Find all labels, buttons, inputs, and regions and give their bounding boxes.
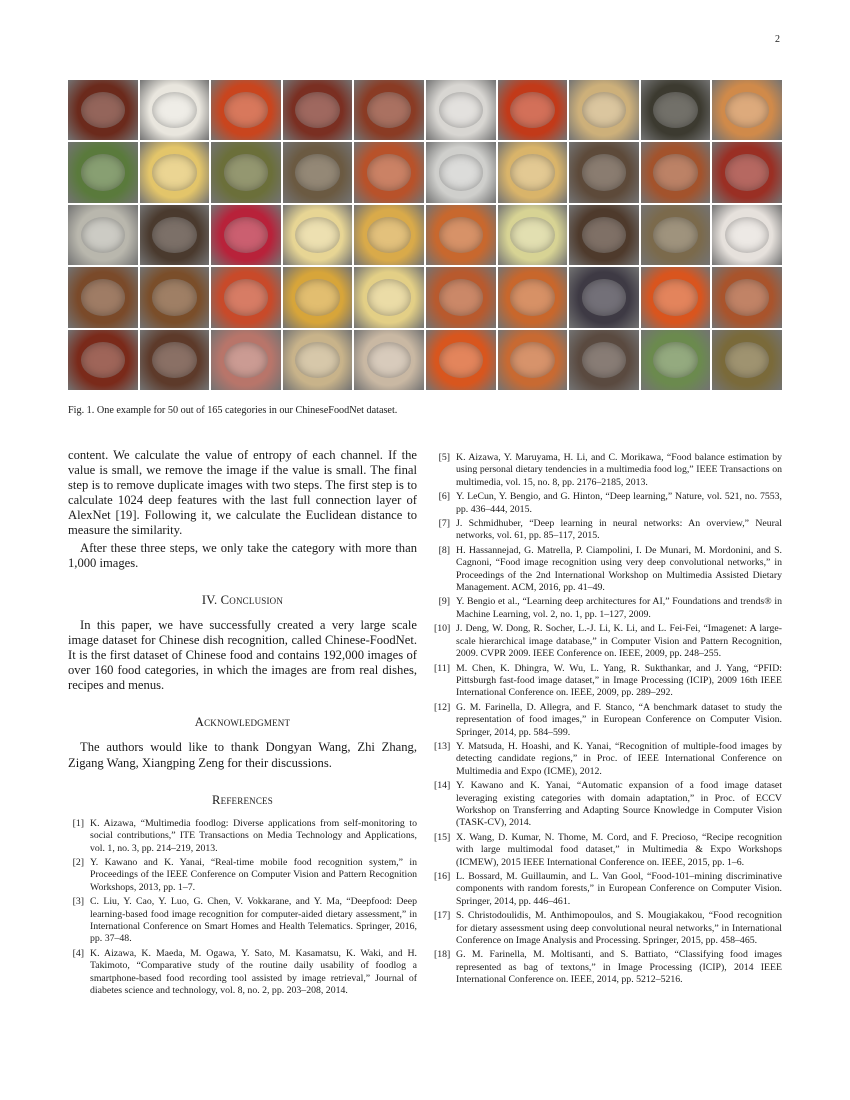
food-photo-tile: [498, 267, 568, 327]
reference-list-left: [68, 818, 417, 998]
food-photo-tile: [354, 80, 424, 140]
food-photo-tile: [426, 330, 496, 390]
reference-item: [434, 910, 782, 947]
reference-item: [434, 741, 782, 778]
food-photo-tile: [211, 80, 281, 140]
food-photo-tile: [140, 80, 210, 140]
food-photo-tile: [283, 330, 353, 390]
food-photo-tile: [426, 142, 496, 202]
food-photo-tile: [68, 267, 138, 327]
food-photo-tile: [641, 205, 711, 265]
food-photo-tile: [569, 205, 639, 265]
food-photo-tile: [641, 142, 711, 202]
food-photo-tile: [140, 330, 210, 390]
food-photo-tile: [641, 330, 711, 390]
reference-item: [68, 818, 417, 855]
food-photo-tile: [211, 205, 281, 265]
reference-item: [434, 871, 782, 908]
reference-item: [68, 896, 417, 946]
reference-text: H. Hassannejad, G. Matrella, P. Ciampolini, I. De Munari, M. Mordonini, and S. Cagnoni, “Food image recognition using very deep convolutional networks,” in Proceedings of the 2nd International Workshop on Multimedia Assisted Dietary Management. ACM, 2016, pp. 41–49.: [456, 544, 782, 594]
food-photo-tile: [641, 80, 711, 140]
reference-number: [16]: [434, 871, 451, 882]
acknowledgment-paragraph: The authors would like to thank Dongyan Wang, Zhi Zhang, Zigang Wang, Xiangping Zeng for their discussions.: [68, 740, 417, 770]
reference-item: [434, 780, 782, 830]
food-photo-tile: [498, 330, 568, 390]
food-photo-tile: [498, 205, 568, 265]
food-photo-tile: [211, 142, 281, 202]
reference-text: K. Aizawa, Y. Maruyama, H. Li, and C. Morikawa, “Food balance estimation by using personal dietary tendencies in a multimedia food log,” IEEE Transactions on multimedia, vol. 15, no. 8, pp. 2176–2185, 2013.: [456, 452, 782, 488]
reference-item: [434, 518, 782, 543]
reference-text: C. Liu, Y. Cao, Y. Luo, G. Chen, V. Vokkarane, and Y. Ma, “Deepfood: Deep learning-based food image recognition for computer-aided dietary assessment,” in International Conference on Smart Homes and Health Telematics. Springer, 2016, pp. 37–48.: [90, 896, 417, 945]
reference-text: S. Christodoulidis, M. Anthimopoulos, and S. Mougiakakou, “Food recognition for dietary assessment using deep convolutional neural networks,” in International Conference on Image Analysis and Processing. Springer, 2015, pp. 458–465.: [456, 910, 782, 947]
food-photo-tile: [211, 330, 281, 390]
left-column: [68, 448, 417, 999]
food-photo-tile: [712, 80, 782, 140]
food-photo-tile: [68, 205, 138, 265]
food-photo-tile: [569, 142, 639, 202]
reference-text: L. Bossard, M. Guillaumin, and L. Van Gool, “Food-101–mining discriminative components with random forests,” in European Conference on Computer Vision. Springer, 2014, pp. 446–461.: [456, 871, 782, 907]
reference-number: [5]: [438, 452, 450, 463]
food-photo-tile: [140, 205, 210, 265]
food-photo-tile: [712, 330, 782, 390]
section-heading-acknowledgment: Acknowledgment: [194, 715, 291, 730]
food-photo-tile: [140, 267, 210, 327]
reference-item: [434, 623, 782, 660]
reference-number: [7]: [438, 518, 450, 530]
reference-item: [68, 857, 417, 894]
food-photo-tile: [354, 267, 424, 327]
food-photo-tile: [354, 205, 424, 265]
figure-caption: Fig. 1. One example for 50 out of 165 categories in our ChineseFoodNet dataset.: [68, 405, 398, 416]
reference-item: [434, 452, 782, 489]
section-heading-conclusion: IV. Conclusion: [201, 592, 284, 607]
reference-number: [6]: [438, 491, 450, 503]
food-photo-tile: [498, 142, 568, 202]
reference-number: [14]: [434, 780, 451, 792]
reference-number: [1]: [72, 817, 84, 829]
reference-text: J. Schmidhuber, “Deep learning in neural networks: An overview,” Neural networks, vol. 61, pp. 85–117, 2015.: [456, 518, 782, 542]
reference-text: Y. Kawano and K. Yanai, “Automatic expansion of a food image dataset leveraging existing categories with domain adaptation,” in Proc. of ECCV Workshop on Transferring and Adapting Source Knowledge in Computer Vision (TASK-CV), 2014.: [456, 780, 782, 829]
food-photo-tile: [283, 205, 353, 265]
food-photo-tile: [211, 267, 281, 327]
food-photo-tile: [426, 80, 496, 140]
reference-item: [434, 663, 782, 700]
reference-number: [3]: [72, 896, 84, 908]
reference-text: Y. Bengio et al., “Learning deep architectures for AI,” Foundations and trends® in Machine Learning, vol. 2, no. 1, pp. 1–127, 2009.: [456, 596, 782, 620]
food-photo-tile: [569, 267, 639, 327]
reference-text: Y. Matsuda, H. Hoashi, and K. Yanai, “Recognition of multiple-food images by detecting candidate regions,” in Proc. of IEEE International Conference on Multimedia and Expo (ICME), 2012.: [456, 740, 782, 777]
reference-number: [13]: [434, 740, 451, 752]
food-photo-tile: [712, 142, 782, 202]
reference-item: [68, 948, 417, 998]
food-photo-tile: [426, 205, 496, 265]
reference-text: J. Deng, W. Dong, R. Socher, L.-J. Li, K. Li, and L. Fei-Fei, “Imagenet: A large-scale hierarchical image database,” in Computer Vision and Pattern Recognition, 2009. CVPR 2009. IEEE Conference on. IEEE, 2009, pp. 248–255.: [456, 623, 782, 660]
food-photo-tile: [569, 80, 639, 140]
reference-item: [434, 832, 782, 869]
reference-number: [15]: [434, 831, 451, 843]
food-photo-tile: [426, 267, 496, 327]
reference-text: G. M. Farinella, D. Allegra, and F. Stanco, “A benchmark dataset to study the representation of food images,” in European Conference on Computer Vision. Springer, 2014, pp. 584–599.: [456, 701, 782, 738]
food-photo-tile: [712, 205, 782, 265]
reference-list-right: [434, 452, 782, 989]
reference-number: [18]: [434, 949, 451, 961]
reference-item: [434, 596, 782, 621]
reference-text: G. M. Farinella, M. Moltisanti, and S. Battiato, “Classifying food images represented as bag of textons,” in Image Processing (ICIP), 2014 IEEE International Conference on. IEEE, 2014, pp. 5212–5216.: [456, 949, 782, 986]
food-photo-tile: [569, 330, 639, 390]
reference-item: [434, 949, 782, 986]
reference-text: X. Wang, D. Kumar, N. Thome, M. Cord, and F. Precioso, “Recipe recognition with large multimodal food dataset,” in Multimedia & Expo Workshops (ICMEW), 2015 IEEE International Conference on. IEEE, 2015, pp. 1–6.: [456, 831, 782, 868]
reference-text: Y. LeCun, Y. Bengio, and G. Hinton, “Deep learning,” Nature, vol. 521, no. 7553, pp. 436–444, 2015.: [456, 491, 782, 515]
body-paragraph: content. We calculate the value of entropy of each channel. If the value is small, we remove the image if the value is small. The final step is to remove duplicate images with two steps. The first step is to calculate 1024 deep features with the last full connection layer of AlexNet [19]. Following it, we calculate the Euclidean distance to measure the similarity.: [68, 448, 417, 538]
reference-text: K. Aizawa, K. Maeda, M. Ogawa, Y. Sato, M. Kasamatsu, K. Waki, and H. Takimoto, “Comparative study of the routine daily usability of foodlog a smartphone-based food recording tool assisted by image retrieval,” Journal of diabetes science and technology, vol. 8, no. 2, pp. 203–208, 2014.: [90, 947, 417, 996]
food-photo-tile: [283, 80, 353, 140]
reference-number: [8]: [438, 544, 450, 556]
reference-text: K. Aizawa, “Multimedia foodlog: Diverse applications from self-monitoring to social contributions,” ITE Transactions on Media Technology and Applications, vol. 1, no. 3, pp. 214–219, 2013.: [90, 817, 417, 854]
reference-number: [9]: [438, 596, 450, 608]
food-image-grid: [68, 80, 782, 390]
reference-number: [11]: [434, 662, 450, 674]
reference-item: [434, 491, 782, 516]
reference-number: [4]: [72, 947, 84, 959]
reference-number: [10]: [434, 623, 451, 635]
food-photo-tile: [68, 80, 138, 140]
food-photo-tile: [354, 330, 424, 390]
food-photo-tile: [354, 142, 424, 202]
reference-number: [12]: [434, 701, 451, 713]
body-paragraph: After these three steps, we only take the category with more than 1,000 images.: [68, 540, 417, 570]
reference-text: Y. Kawano and K. Yanai, “Real-time mobile food recognition system,” in Proceedings of the IEEE Conference on Computer Vision and Pattern Recognition Workshops, 2013, pp. 1–7.: [90, 856, 417, 893]
reference-number: [17]: [434, 910, 451, 922]
food-photo-tile: [68, 142, 138, 202]
food-photo-tile: [498, 80, 568, 140]
conclusion-paragraph: In this paper, we have successfully created a very large scale image dataset for Chinese dish recognition, called Chinese-FoodNet. It is the first dataset of Chinese food and contains 192,000 images of over 160 food categories, in which the images are from real dishes, recipes and menus.: [68, 617, 417, 693]
food-photo-tile: [283, 142, 353, 202]
food-photo-tile: [68, 330, 138, 390]
reference-number: [2]: [72, 856, 84, 868]
reference-item: [434, 702, 782, 739]
section-heading-references: References: [212, 792, 273, 807]
food-photo-tile: [283, 267, 353, 327]
food-photo-tile: [641, 267, 711, 327]
food-photo-tile: [712, 267, 782, 327]
reference-item: [434, 545, 782, 595]
food-photo-tile: [140, 142, 210, 202]
reference-text: M. Chen, K. Dhingra, W. Wu, L. Yang, R. Sukthankar, and J. Yang, “PFID: Pittsburgh fast-food image dataset,” in Image Processing (ICIP), 2009 16th IEEE International Conference on. IEEE, 2009, pp. 289–292.: [456, 662, 782, 699]
page-number: 2: [775, 34, 780, 45]
